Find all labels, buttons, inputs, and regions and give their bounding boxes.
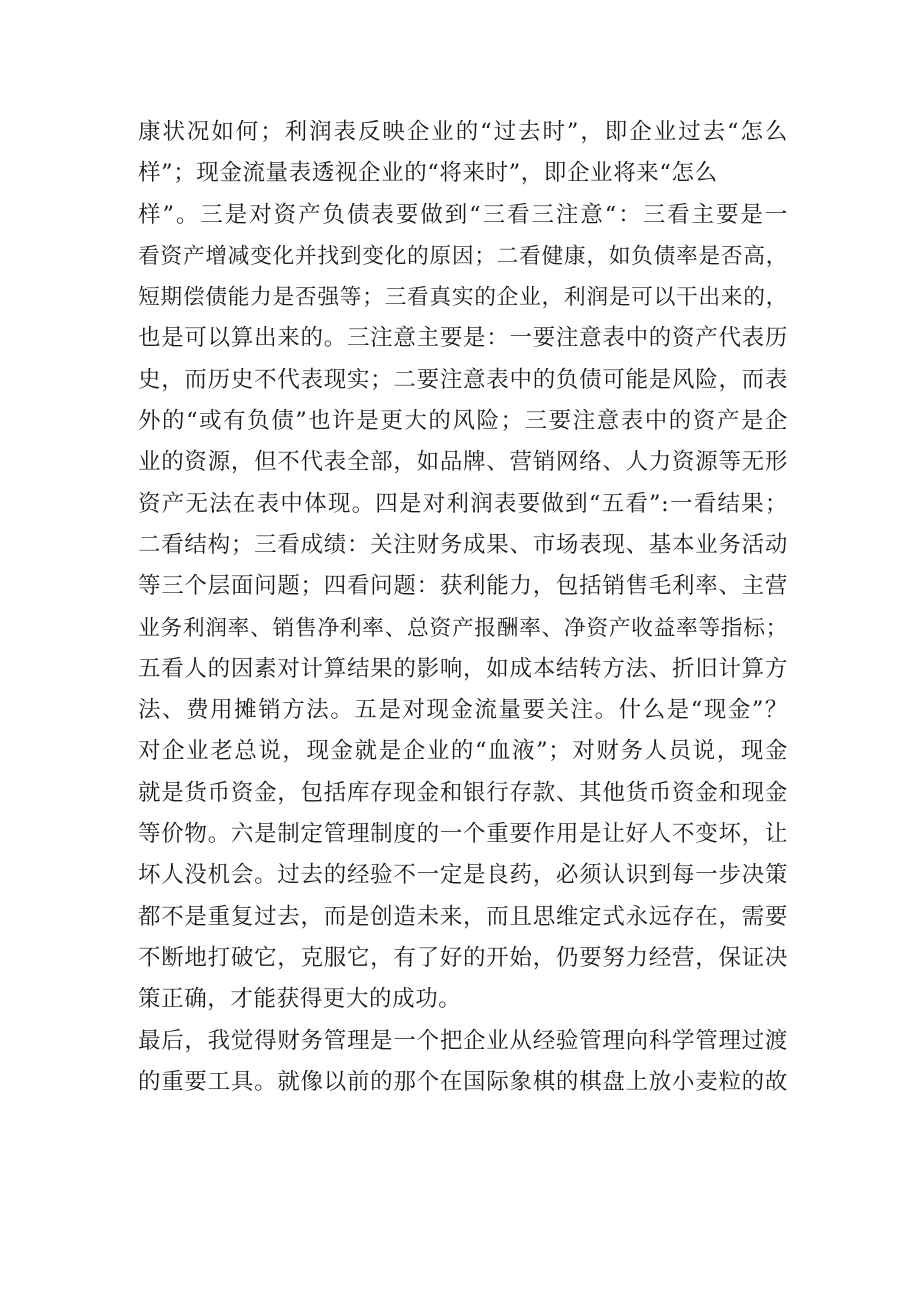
text-line: 样”。三是对资产负债表要做到“三看三注意“：三看主要是一 — [138, 201, 788, 228]
text-line: 的重要工具。就像以前的那个在国际象棋的棋盘上放小麦粒的故 — [138, 1068, 788, 1095]
text-line: 就是货币资金，包括库存现金和银行存款、其他货币资金和现金 — [138, 779, 788, 806]
text-line: 业务利润率、销售净利率、总资产报酬率、净资产收益率等指标； — [138, 615, 788, 641]
text-line: 也是可以算出来的。三注意主要是：一要注意表中的资产代表历 — [138, 325, 788, 352]
text-line: 不断地打破它，克服它，有了好的开始，仍要努力经营，保证决 — [138, 944, 788, 971]
text-line: 业的资源，但不代表全部，如品牌、营销网络、人力资源等无形 — [138, 449, 788, 476]
text-line: 五看人的因素对计算结果的影响，如成本结转方法、折旧计算方 — [138, 655, 788, 682]
text-line: 样”；现金流量表透视企业的“将来时”，即企业将来“怎么 — [138, 160, 718, 187]
text-line: 等价物。六是制定管理制度的一个重要作用是让好人不变坏，让 — [138, 821, 788, 848]
text-line: 坏人没机会。过去的经验不一定是良药，必须认识到每一步决策 — [138, 862, 788, 889]
text-line: 最后，我觉得财务管理是一个把企业从经验管理向科学管理过渡 — [138, 1027, 788, 1054]
body-text — [138, 112, 788, 1103]
text-line: 对企业老总说，现金就是企业的“血液”；对财务人员说，现金 — [138, 738, 788, 765]
text-line: 史，而历史不代表现实；二要注意表中的负债可能是风险，而表 — [138, 366, 788, 393]
text-line: 都不是重复过去，而是创造未来，而且思维定式永远存在，需要 — [138, 903, 788, 930]
text-line: 二看结构；三看成绩：关注财务成果、市场表现、基本业务活动 — [138, 531, 788, 558]
text-line: 等三个层面问题；四看问题：获利能力，包括销售毛利率、主营 — [138, 573, 788, 600]
text-line: 短期偿债能力是否强等；三看真实的企业，利润是可以干出来的， — [138, 285, 788, 311]
text-line: 策正确，才能获得更大的成功。 — [138, 986, 462, 1013]
text-line: 外的“或有负债”也许是更大的风险；三要注意表中的资产是企 — [138, 408, 788, 435]
text-line: 康状况如何；利润表反映企业的“过去时”，即企业过去“怎么 — [138, 119, 788, 145]
text-line: 看资产增减变化并找到变化的原因；二看健康，如负债率是否高， — [138, 243, 788, 269]
text-line: 法、费用摊销方法。五是对现金流量要关注。什么是“现金”？ — [138, 697, 788, 724]
text-line: 资产无法在表中体现。四是对利润表要做到“五看”:一看结果； — [138, 490, 788, 517]
